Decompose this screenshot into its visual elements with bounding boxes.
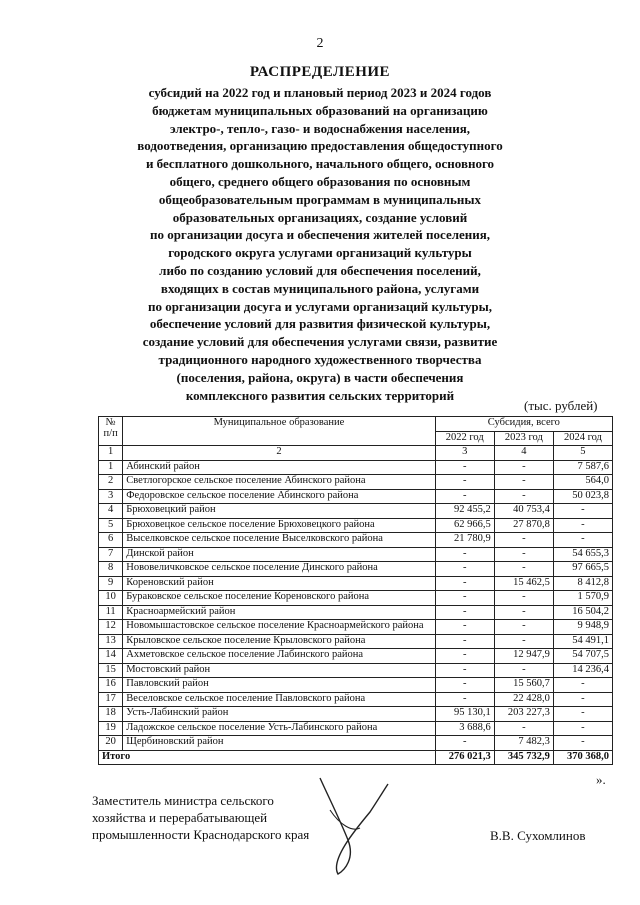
row-number: 20 bbox=[99, 736, 123, 751]
row-value-2022: 3 688,6 bbox=[435, 721, 494, 736]
row-name: Красноармейский район bbox=[123, 605, 435, 620]
row-value-2022: - bbox=[435, 678, 494, 693]
total-2022: 276 021,3 bbox=[435, 750, 494, 765]
column-number: 5 bbox=[553, 446, 612, 461]
signer-title-line: промышленности Краснодарского края bbox=[92, 827, 310, 842]
row-value-2024: 8 412,8 bbox=[553, 576, 612, 591]
signer-title-line: хозяйства и перерабатывающей bbox=[92, 810, 268, 825]
row-value-2024: 1 570,9 bbox=[553, 591, 612, 606]
header-name: Муниципальное образование bbox=[123, 417, 435, 446]
heading-line: обеспечение условий для развития физической культуры, bbox=[149, 316, 491, 332]
table-row bbox=[99, 605, 613, 620]
row-value-2024: - bbox=[553, 721, 612, 736]
row-number: 14 bbox=[99, 649, 123, 664]
row-value-2022: - bbox=[435, 475, 494, 490]
row-value-2023: - bbox=[494, 547, 553, 562]
heading-line: общеобразовательным программам в муниципальных bbox=[158, 191, 482, 207]
row-value-2023: 15 462,5 bbox=[494, 576, 553, 591]
row-number: 19 bbox=[99, 721, 123, 736]
row-value-2022: - bbox=[435, 649, 494, 664]
table-row bbox=[99, 504, 613, 519]
row-name: Бураковское сельское поселение Кореновского района bbox=[123, 591, 435, 606]
row-value-2024: 564,0 bbox=[553, 475, 612, 490]
row-number: 18 bbox=[99, 707, 123, 722]
table-row bbox=[99, 475, 613, 490]
row-number: 11 bbox=[99, 605, 123, 620]
row-number: 15 bbox=[99, 663, 123, 678]
row-name: Нововеличковское сельское поселение Динского района bbox=[123, 562, 435, 577]
row-value-2023: - bbox=[494, 489, 553, 504]
row-value-2022: - bbox=[435, 634, 494, 649]
heading-line: городского округа услугами организаций культуры bbox=[168, 245, 472, 261]
row-value-2022: - bbox=[435, 576, 494, 591]
table-body bbox=[99, 460, 613, 750]
closing-quote: ». bbox=[596, 772, 606, 787]
row-name: Ладожское сельское поселение Усть-Лабинского района bbox=[123, 721, 435, 736]
signer-title-line: Заместитель министра сельского bbox=[92, 793, 274, 808]
heading-line: входящих в состав муниципального района, услугами bbox=[160, 280, 480, 296]
table-row bbox=[99, 663, 613, 678]
row-value-2024: 16 504,2 bbox=[553, 605, 612, 620]
row-value-2023: - bbox=[494, 591, 553, 606]
row-name: Мостовский район bbox=[123, 663, 435, 678]
row-value-2024: 54 491,1 bbox=[553, 634, 612, 649]
row-value-2023: - bbox=[494, 721, 553, 736]
table-row bbox=[99, 692, 613, 707]
total-2024: 370 368,0 bbox=[553, 750, 612, 765]
heading-line: традиционного народного художественного творчества bbox=[158, 351, 482, 367]
row-value-2024: - bbox=[553, 533, 612, 548]
column-number: 4 bbox=[494, 446, 553, 461]
row-value-2023: 12 947,9 bbox=[494, 649, 553, 664]
row-value-2022: 62 966,5 bbox=[435, 518, 494, 533]
row-value-2023: 22 428,0 bbox=[494, 692, 553, 707]
row-number: 5 bbox=[99, 518, 123, 533]
row-name: Кореновский район bbox=[123, 576, 435, 591]
heading-line: общего, среднего общего образования по основным bbox=[169, 173, 471, 189]
row-value-2023: - bbox=[494, 562, 553, 577]
heading-line: создание условий для обеспечения услугами связи, развитие bbox=[142, 334, 498, 350]
signature bbox=[300, 770, 390, 880]
row-name: Выселковское сельское поселение Выселковского района bbox=[123, 533, 435, 548]
heading-line: электро-, тепло-, газо- и водоснабжения населения, bbox=[169, 120, 471, 136]
header-subsidy-group: Субсидия, всего bbox=[435, 417, 612, 432]
row-value-2022: 95 130,1 bbox=[435, 707, 494, 722]
table-row bbox=[99, 460, 613, 475]
heading-line: по организации досуга и услугами организаций культуры, bbox=[147, 298, 493, 314]
units-label: (тыс. рублей) bbox=[524, 398, 598, 413]
row-value-2024: 9 948,9 bbox=[553, 620, 612, 635]
heading-line: по организации досуга и обеспечения жителей поселения, bbox=[149, 227, 491, 243]
row-value-2022: - bbox=[435, 591, 494, 606]
heading-line: комплексного развития сельских территорий bbox=[185, 387, 455, 403]
row-value-2023: - bbox=[494, 620, 553, 635]
row-name: Светлогорское сельское поселение Абинского района bbox=[123, 475, 435, 490]
row-value-2022: - bbox=[435, 663, 494, 678]
row-value-2023: - bbox=[494, 475, 553, 490]
row-value-2024: 14 236,4 bbox=[553, 663, 612, 678]
row-value-2022: - bbox=[435, 736, 494, 751]
row-value-2023: - bbox=[494, 663, 553, 678]
row-value-2023: 15 560,7 bbox=[494, 678, 553, 693]
header-num: № п/п bbox=[99, 417, 123, 446]
row-value-2023: - bbox=[494, 605, 553, 620]
row-number: 12 bbox=[99, 620, 123, 635]
row-value-2024: - bbox=[553, 707, 612, 722]
row-value-2022: - bbox=[435, 605, 494, 620]
row-name: Абинский район bbox=[123, 460, 435, 475]
heading-line: либо по созданию условий для обеспечения поселений, bbox=[159, 262, 481, 278]
row-value-2024: 50 023,8 bbox=[553, 489, 612, 504]
table-row bbox=[99, 518, 613, 533]
row-number: 1 bbox=[99, 460, 123, 475]
row-value-2024: - bbox=[553, 518, 612, 533]
row-value-2023: 27 870,8 bbox=[494, 518, 553, 533]
row-value-2022: - bbox=[435, 562, 494, 577]
column-number: 3 bbox=[435, 446, 494, 461]
table-row bbox=[99, 736, 613, 751]
row-name: Динской район bbox=[123, 547, 435, 562]
row-number: 16 bbox=[99, 678, 123, 693]
row-value-2022: - bbox=[435, 620, 494, 635]
row-value-2023: 7 482,3 bbox=[494, 736, 553, 751]
heading-line: (поселения, района, округа) в части обеспечения bbox=[176, 369, 464, 385]
row-value-2023: - bbox=[494, 634, 553, 649]
row-value-2024: - bbox=[553, 504, 612, 519]
row-value-2023: 40 753,4 bbox=[494, 504, 553, 519]
row-name: Крыловское сельское поселение Крыловского района bbox=[123, 634, 435, 649]
row-value-2022: - bbox=[435, 547, 494, 562]
table-row bbox=[99, 562, 613, 577]
row-number: 4 bbox=[99, 504, 123, 519]
row-value-2022: 92 455,2 bbox=[435, 504, 494, 519]
table-row bbox=[99, 489, 613, 504]
total-2023: 345 732,9 bbox=[494, 750, 553, 765]
column-number: 2 bbox=[123, 446, 435, 461]
row-value-2024: 7 587,6 bbox=[553, 460, 612, 475]
row-name: Щербиновский район bbox=[123, 736, 435, 751]
row-name: Брюховецкое сельское поселение Брюховецкого района bbox=[123, 518, 435, 533]
row-name: Веселовское сельское поселение Павловского района bbox=[123, 692, 435, 707]
row-value-2023: 203 227,3 bbox=[494, 707, 553, 722]
header-year-2024: 2024 год bbox=[553, 431, 612, 446]
row-name: Федоровское сельское поселение Абинского района bbox=[123, 489, 435, 504]
table-row bbox=[99, 721, 613, 736]
row-value-2024: 54 707,5 bbox=[553, 649, 612, 664]
signer-title bbox=[92, 792, 309, 843]
row-number: 3 bbox=[99, 489, 123, 504]
row-number: 6 bbox=[99, 533, 123, 548]
subsidy-table bbox=[98, 416, 613, 765]
row-number: 7 bbox=[99, 547, 123, 562]
row-name: Брюховецкий район bbox=[123, 504, 435, 519]
page-number: 2 bbox=[316, 36, 324, 51]
heading-line: водоотведения, организацию предоставления общедоступного bbox=[137, 138, 503, 154]
header-year-2022: 2022 год bbox=[435, 431, 494, 446]
row-value-2022: - bbox=[435, 692, 494, 707]
row-number: 8 bbox=[99, 562, 123, 577]
signer-name: В.В. Сухомлинов bbox=[490, 828, 586, 843]
table-row bbox=[99, 591, 613, 606]
row-value-2023: - bbox=[494, 533, 553, 548]
row-value-2024: - bbox=[553, 736, 612, 751]
table-row bbox=[99, 547, 613, 562]
heading-line: образовательных организациях, создание условий bbox=[172, 209, 468, 225]
row-value-2022: - bbox=[435, 489, 494, 504]
document-title: РАСПРЕДЕЛЕНИЕ bbox=[249, 64, 391, 80]
row-number: 2 bbox=[99, 475, 123, 490]
row-name: Павловский район bbox=[123, 678, 435, 693]
row-number: 10 bbox=[99, 591, 123, 606]
row-value-2024: 54 655,3 bbox=[553, 547, 612, 562]
row-name: Новомышастовское сельское поселение Красноармейского района bbox=[123, 620, 435, 635]
total-label: Итого bbox=[99, 750, 436, 765]
row-number: 13 bbox=[99, 634, 123, 649]
table-row bbox=[99, 678, 613, 693]
heading-line: субсидий на 2022 год и плановый период 2023 и 2024 годов bbox=[148, 85, 492, 100]
row-value-2023: - bbox=[494, 460, 553, 475]
document-heading bbox=[100, 84, 540, 404]
table-row bbox=[99, 620, 613, 635]
row-value-2022: 21 780,9 bbox=[435, 533, 494, 548]
column-number: 1 bbox=[99, 446, 123, 461]
heading-line: и бесплатного дошкольного, начального общего, основного bbox=[145, 156, 495, 172]
header-year-2023: 2023 год bbox=[494, 431, 553, 446]
table-row bbox=[99, 576, 613, 591]
row-value-2022: - bbox=[435, 460, 494, 475]
row-number: 17 bbox=[99, 692, 123, 707]
total-row bbox=[99, 750, 613, 765]
heading-line: бюджетам муниципальных образований на организацию bbox=[152, 102, 488, 118]
table-row bbox=[99, 634, 613, 649]
row-value-2024: 97 665,5 bbox=[553, 562, 612, 577]
row-name: Усть-Лабинский район bbox=[123, 707, 435, 722]
table-row bbox=[99, 649, 613, 664]
row-value-2024: - bbox=[553, 692, 612, 707]
table-row bbox=[99, 707, 613, 722]
table-row bbox=[99, 533, 613, 548]
row-name: Ахметовское сельское поселение Лабинского района bbox=[123, 649, 435, 664]
row-number: 9 bbox=[99, 576, 123, 591]
row-value-2024: - bbox=[553, 678, 612, 693]
